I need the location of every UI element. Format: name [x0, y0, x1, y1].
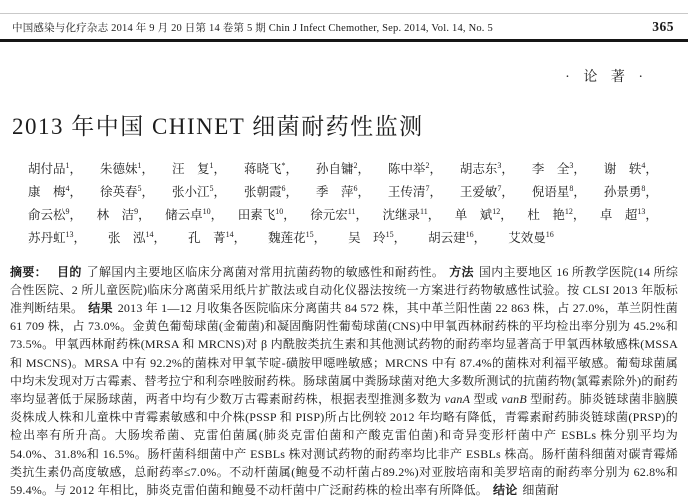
page-number: 365 [652, 19, 674, 34]
author-name: 季 萍$^6$， [315, 183, 370, 199]
abstract-text: 2013 年 1—12 月收集各医院临床分离菌共 84 572 株，其中革兰阳性菌 22 863 株，占 27.0%，革兰阴性菌 61 709 株，占 73.0%。金黄色葡萄球菌(金葡菌)和凝固酶阴性葡萄球菌(CNS)中甲氧西林耐药株的平均检出率分别为 45.2%和73.5%。甲氧西林耐药株(MRSA 和 MRCNS)对 β 内酰胺类抗生素和其他测试药物的耐药率均显著高于甲氧西林敏感株(MSSA 和 MSCNS)。MRSA 中有 92.2%的菌株对甲氧苄啶-磺胺甲噁唑敏感；MRCNS 中有 87.4%的菌株对利福平敏感。葡萄球菌属中均未发现对万古霉素、替考拉宁和利奈唑胺耐药株。肠球菌属中粪肠球菌对绝大多数所测试的抗菌药物(氯霉素除外)的耐药率均显著低于屎肠球菌，两者中均有少数万古霉素耐药株，根据表型推测多数为 [10, 300, 679, 406]
author-name: 孙自镛$^2$， [315, 160, 370, 176]
abstract-text: 型耐药。肺炎链球菌非脑膜炎株成人株和儿童株中青霉素敏感和中介株(PSSP 和 PISP)所占比例较 2012 年均略有降低，青霉素耐药肺炎链球菌(PRSP)的检出率有所升高。大肠埃希菌、克雷伯菌属(肺炎克雷伯菌和产酸克雷伯菌)和奇异变形杆菌中产 ESBLs 株分别平均为 54.0%、31.8%和 16.5%。肠杆菌科细菌中产 ESBLs 株对测试药物的耐药率均比非产 ESBLs 株高。肠杆菌科细菌对碳青霉烯类抗生素仍高度敏感，总耐药率≤7.0%。不动杆菌属(鲍曼不动杆菌占89.2%)对亚胺培南和美罗培南的耐药率分别为 62.8%和 59.4%。与 2012 年相比，肺炎克雷伯菌和鲍曼不动杆菌中广泛耐药株的检出率有所降低。 [10, 391, 678, 497]
author-name: 陈中举$^2$， [387, 160, 442, 176]
author-affiliation-sup: 2 [425, 160, 430, 170]
author-line [28, 181, 658, 204]
abstract-text: vanB [501, 391, 527, 406]
author-affiliation-sup: * [281, 160, 286, 170]
author-name: 徐元宏$^{11}$， [310, 206, 368, 222]
article-type-label: · 论 著 · [565, 69, 648, 85]
author-name: 张朝霞$^6$， [243, 183, 298, 199]
author-line [28, 158, 658, 181]
author-affiliation-sup: 12 [564, 206, 573, 216]
author-name: 胡志东$^3$， [459, 160, 514, 176]
author-affiliation-sup: 4 [641, 160, 646, 170]
abstract-section-label: 结论 [493, 482, 518, 497]
author-affiliation-sup: 10 [275, 206, 284, 216]
abstract-paragraph [10, 263, 678, 499]
author-name: 康 梅$^4$， [28, 183, 83, 199]
author-name: 卓 超$^{13}$， [599, 206, 658, 222]
author-name: 艾效曼$^{16}$ [508, 229, 554, 245]
author-name: 林 洁$^9$， [96, 206, 151, 222]
author-name: 俞云松$^9$， [28, 206, 83, 222]
author-affiliation-sup: 11 [420, 206, 428, 216]
author-affiliation-sup: 11 [347, 206, 356, 216]
author-affiliation-sup: 15 [385, 229, 394, 239]
author-name: 张小江$^5$， [171, 183, 226, 199]
author-affiliation-sup: 9 [134, 206, 139, 216]
author-list [28, 158, 658, 250]
author-name: 沈继录$^{11}$， [382, 206, 441, 222]
author-affiliation-sup: 3 [497, 160, 502, 170]
abstract-section-label: 方法 [449, 264, 474, 279]
author-affiliation-sup: 9 [65, 206, 70, 216]
author-name: 王传清$^7$， [387, 183, 442, 199]
author-affiliation-sup: 10 [202, 206, 211, 216]
author-name: 徐英春$^5$， [99, 183, 155, 199]
author-name: 吴 玲$^{15}$， [348, 229, 407, 245]
author-affiliation-sup: 1 [65, 160, 70, 170]
author-affiliation-sup: 12 [492, 206, 501, 216]
author-name: 汪 复$^1$， [171, 160, 226, 176]
author-name: 倪语星$^8$， [531, 183, 586, 199]
author-affiliation-sup: 6 [353, 183, 358, 193]
author-affiliation-sup: 16 [545, 229, 554, 239]
author-affiliation-sup: 8 [569, 183, 574, 193]
author-affiliation-sup: 4 [65, 183, 70, 193]
author-affiliation-sup: 15 [305, 229, 314, 239]
author-name: 单 斌$^{12}$， [454, 206, 513, 222]
author-name: 田素飞$^{10}$， [237, 206, 296, 222]
author-name: 张 泓$^{14}$， [108, 229, 167, 245]
author-affiliation-sup: 5 [209, 183, 214, 193]
author-name: 胡云建$^{16}$， [428, 229, 487, 245]
author-affiliation-sup: 1 [209, 160, 214, 170]
abstract-section-label: 目的 [57, 264, 82, 279]
page-header [0, 14, 688, 39]
author-name: 储云卓$^{10}$， [165, 206, 224, 222]
author-line [28, 204, 658, 227]
author-affiliation-sup: 3 [569, 160, 574, 170]
author-name: 王爱敏$^7$， [459, 183, 514, 199]
author-affiliation-sup: 14 [145, 229, 154, 239]
author-name: 苏丹虹$^{13}$， [28, 229, 87, 245]
author-affiliation-sup: 7 [425, 183, 430, 193]
abstract-text: 细菌耐 [522, 482, 560, 497]
author-affiliation-sup: 8 [641, 183, 646, 193]
author-name: 蒋晓飞*， [243, 160, 298, 176]
author-affiliation-sup: 13 [637, 206, 646, 216]
author-name: 魏莲花$^{15}$， [268, 229, 327, 245]
author-affiliation-sup: 5 [137, 183, 142, 193]
abstract-text: 型或 [470, 391, 502, 406]
author-line [28, 227, 658, 250]
author-affiliation-sup: 1 [137, 160, 142, 170]
abstract-text: vanA [444, 391, 471, 406]
author-affiliation-sup: 16 [465, 229, 474, 239]
author-affiliation-sup: 6 [281, 183, 286, 193]
journal-running-head: 中国感染与化疗杂志 2014 年 9 月 20 日第 14 卷第 5 期 Chin J Infect Chemother, Sep. 2014, Vol. 14, No. 5 [12, 23, 493, 34]
abstract-section-label: 结果 [88, 300, 113, 315]
author-name: 谢 轶$^4$， [603, 160, 658, 176]
author-name: 孙景勇$^8$， [603, 183, 658, 199]
abstract-text: 了解国内主要地区临床分离菌对常用抗菌药物的敏感性和耐药性。 [86, 264, 445, 279]
article-title: 2013 年中国 CHINET 细菌耐药性监测 [12, 113, 424, 139]
abstract-text: 国内主要地区 16 所教学医院(14 所综合性医院、2 所儿童医院)临床分离菌采用纸片扩散法或自动化仪器法按统一方案进行药物敏感性试验。按 CLSI 2013 年版标准判断结果。 [10, 264, 679, 315]
author-name: 杜 艳$^{12}$， [527, 206, 586, 222]
author-name: 李 全$^3$， [531, 160, 586, 176]
author-name: 朱德妹$^1$， [99, 160, 155, 176]
author-affiliation-sup: 7 [497, 183, 502, 193]
author-name: 胡付品$^1$， [28, 160, 83, 176]
author-affiliation-sup: 13 [65, 229, 74, 239]
author-name: 孔 菁$^{14}$， [188, 229, 247, 245]
abstract-section-label: 摘要： [10, 264, 47, 279]
author-affiliation-sup: 14 [225, 229, 234, 239]
author-affiliation-sup: 2 [353, 160, 358, 170]
